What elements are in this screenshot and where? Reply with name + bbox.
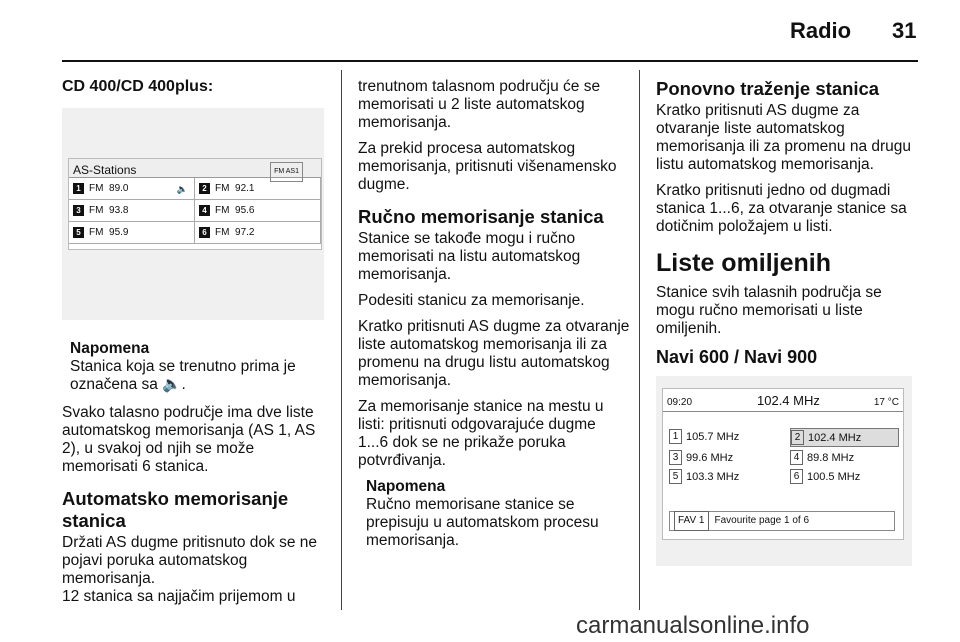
- station-frequency: 97.2: [235, 226, 255, 238]
- slot-number: 1: [669, 429, 682, 444]
- paragraph: Stanice se takođe mogu i ručno memorisati na listu automatskog memorisanja.: [358, 230, 581, 283]
- slot-frequency: 103.3 MHz: [686, 470, 740, 483]
- header-rule: [62, 60, 918, 62]
- paragraph: Stanice svih talasnih područja se mogu ručno memorisati u liste omiljenih.: [656, 284, 882, 337]
- paragraph: Za prekid procesa automatskog memorisanja, pritisnuti višenamensko dugme.: [358, 140, 617, 193]
- station-slot[interactable]: [69, 178, 195, 200]
- favourite-slot-selected[interactable]: [790, 428, 899, 447]
- note-text: Stanica koja se trenutno prima je označena sa 🔈.: [70, 358, 296, 393]
- section-heading: Ručno memorisanje stanica: [358, 206, 604, 227]
- note-box: [62, 340, 330, 394]
- column-1: [62, 78, 330, 614]
- station-slot[interactable]: [69, 200, 195, 222]
- favourite-slot[interactable]: [669, 449, 778, 466]
- slot-number: 3: [669, 450, 682, 465]
- chapter-heading: Liste omiljenih: [656, 249, 832, 277]
- paragraph: Za memorisanje stanice na mestu u listi: pritisnuti odgovarajuće dugme 1...6 dok se ne prikaže poruka potvrđivanja.: [358, 398, 604, 469]
- station-slot[interactable]: [69, 222, 195, 244]
- station-slot[interactable]: [195, 200, 321, 222]
- column-2: [358, 78, 630, 558]
- section-subheading: Navi 600 / Navi 900: [656, 347, 818, 367]
- as-screen-header: [69, 159, 321, 178]
- station-number: 3: [73, 205, 84, 216]
- slot-frequency: 99.6 MHz: [686, 451, 734, 464]
- station-frequency: 89.0: [109, 182, 129, 194]
- slot-frequency: 105.7 MHz: [686, 430, 740, 443]
- navi-screen: [662, 388, 904, 540]
- slot-number: 4: [790, 450, 803, 465]
- paragraph: Kratko pritisnuti jedno od dugmadi stanica 1...6, za otvaranje stanice sa dotičnim položajem u listi.: [656, 182, 907, 235]
- section-subheading: CD 400/CD 400plus:: [62, 78, 214, 95]
- station-band: FM: [89, 204, 104, 216]
- slot-frequency: 89.8 MHz: [807, 451, 855, 464]
- paragraph: 12 stanica sa najjačim prijemom u: [62, 588, 296, 605]
- slot-frequency: 100.5 MHz: [807, 470, 861, 483]
- clock: 09:20: [667, 397, 693, 408]
- watermark: carmanualsonline.info: [576, 612, 810, 639]
- favourite-page-bar: [669, 511, 895, 531]
- paragraph: Svako talasno područje ima dve liste automatskog memorisanja (AS 1, AS 2), u svakoj od njih se može memorisati 6 stanica.: [62, 404, 316, 475]
- page-number: 31: [892, 18, 917, 43]
- as-band-badge: FM AS1: [270, 162, 303, 182]
- station-frequency: 95.9: [109, 226, 129, 238]
- station-band: FM: [89, 226, 104, 238]
- paragraph: Kratko pritisnuti AS dugme za otvaranje liste automatskog memorisanja ili za promenu na drugu listu automatskog memorisanja.: [358, 318, 630, 389]
- note-box: [358, 478, 630, 550]
- column-divider: [639, 70, 640, 610]
- station-number: 6: [199, 227, 210, 238]
- slot-number: 5: [669, 469, 682, 484]
- note-title: Napomena: [366, 478, 446, 495]
- favourite-slot[interactable]: [669, 468, 778, 485]
- station-band: FM: [215, 204, 230, 216]
- station-number: 2: [199, 183, 210, 194]
- station-band: FM: [89, 182, 104, 194]
- station-frequency: 92.1: [235, 182, 255, 194]
- paragraph: Podesiti stanicu za memorisanje.: [358, 292, 585, 309]
- paragraph: Kratko pritisnuti AS dugme za otvaranje liste automatskog memorisanja ili za promenu na drugu listu automatskog memorisanja.: [656, 102, 912, 173]
- favourite-page-label: Favourite page 1 of 6: [714, 515, 810, 526]
- slot-frequency: 102.4 MHz: [808, 431, 862, 444]
- page-header-title: Radio: [790, 18, 852, 43]
- station-slot[interactable]: [195, 222, 321, 244]
- paragraph: trenutnom talasnom području će se memorisati u 2 liste automatskog memorisanja.: [358, 78, 601, 131]
- note-title: Napomena: [70, 340, 150, 357]
- station-frequency: 93.8: [109, 204, 129, 216]
- column-3: [656, 70, 924, 566]
- station-number: 4: [199, 205, 210, 216]
- as-stations-figure: [62, 108, 324, 320]
- navi-figure: [656, 376, 912, 566]
- station-slot[interactable]: [195, 178, 321, 200]
- as-screen-title: AS-Stations: [73, 163, 137, 177]
- column-divider: [341, 70, 342, 610]
- paragraph: Držati AS dugme pritisnuto dok se ne pojavi poruka automatskog memorisanja.: [62, 534, 318, 587]
- temperature: 17 °C: [873, 397, 899, 408]
- note-text: Ručno memorisane stanice se prepisuju u automatskom procesu memorisanja.: [366, 496, 599, 549]
- fav-button[interactable]: FAV 1: [674, 511, 709, 531]
- as-stations-screen: [68, 158, 322, 250]
- navi-status-bar: [663, 389, 903, 412]
- current-frequency: 102.4 MHz: [757, 393, 820, 408]
- station-frequency: 95.6: [235, 204, 255, 216]
- favourite-slot[interactable]: [790, 449, 899, 466]
- section-heading: Automatsko memorisanje stanica: [62, 488, 289, 531]
- favourite-slot[interactable]: [669, 428, 778, 445]
- station-band: FM: [215, 182, 230, 194]
- favourite-slot[interactable]: [790, 468, 899, 485]
- speaker-icon: 🔈: [176, 183, 188, 194]
- station-number: 5: [73, 227, 84, 238]
- station-number: 1: [73, 183, 84, 194]
- slot-number: 6: [790, 469, 803, 484]
- station-band: FM: [215, 226, 230, 238]
- slot-number: 2: [791, 430, 804, 445]
- section-heading: Ponovno traženje stanica: [656, 78, 880, 99]
